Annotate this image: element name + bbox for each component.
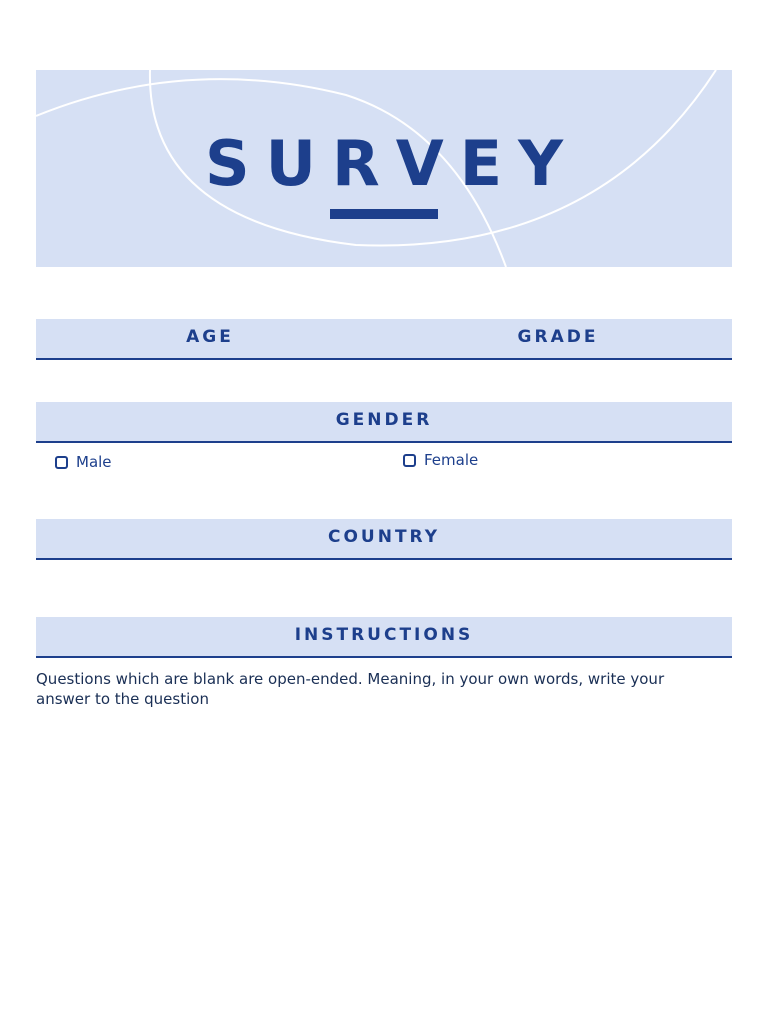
female-label: Female <box>424 451 479 469</box>
age-label: AGE <box>186 327 234 347</box>
gender-bar <box>36 402 732 443</box>
instructions-bar <box>36 617 732 658</box>
male-checkbox[interactable] <box>55 456 68 469</box>
male-option[interactable] <box>55 453 112 471</box>
age-grade-bar <box>36 319 732 360</box>
header-banner <box>36 70 732 267</box>
country-bar <box>36 519 732 560</box>
title-underline <box>330 209 438 219</box>
female-option[interactable] <box>403 451 478 469</box>
country-label: COUNTRY <box>327 527 441 547</box>
gender-label: GENDER <box>335 410 433 430</box>
page-title: SURVEY <box>205 127 579 200</box>
instructions-label: INSTRUCTIONS <box>294 625 474 645</box>
instructions-text: Questions which are blank are open-ended. Meaning, in your own words, write your answer to the question <box>36 670 665 708</box>
female-checkbox[interactable] <box>403 454 416 467</box>
male-label: Male <box>76 453 112 471</box>
grade-label: GRADE <box>517 327 599 347</box>
